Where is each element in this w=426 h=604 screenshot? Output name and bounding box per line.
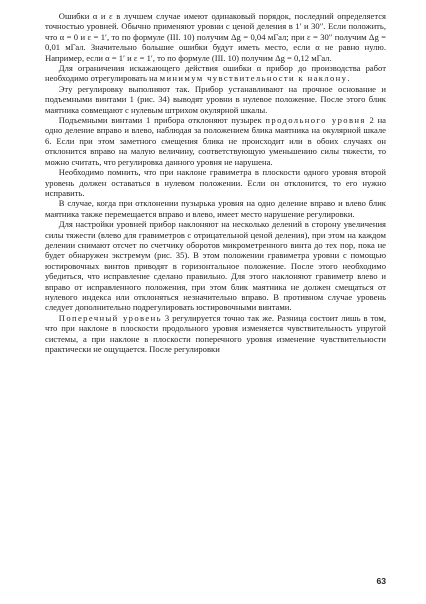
paragraph-2-text: Для ограничения искажающего действия ошибки α прибор до производства работ необходимо отрегулировать на [45,63,386,84]
paragraph-4-tail: 2 на одно деление вправо и влево, наблюдая за положением блика маятника на окулярной шкале 6. Если при этом заметного смещения блика не происходит или в обоих случаях он отклонится вправо на малую величину, соответствующую уменьшению силы тяжести, то можно считать, что регулировка данного уровня не нарушена. [45,115,386,167]
paragraph-6: В случае, когда при отклонении пузырька уровня на одно деление вправо и влево блик маятника также перемещается вправо и влево, имеет место нарушение регулировки. [45,198,386,219]
paragraph-2-tail: . [347,73,350,84]
paragraph-8-tail: 3 регулируется точно так же. Разница состоит лишь в том, что при наклоне в плоскости продольного уровня изменяется чувствительность упругой системы, а при наклоне в плоскости поперечного уровня изменение чувствительности практически не ощущается. После регулировки [45,312,386,354]
paragraph-4-spaced-term: продольного уровня [265,115,366,126]
paragraph-5: Необходимо помнить, что при наклоне гравиметра в плоскости одного уровня второй уровень должен оставаться в нулевом положении. Если он отклонится, то его нужно исправить. [45,167,386,198]
paragraph-8 [45,313,386,355]
paragraph-2-spaced-term: минимум чувствительности к наклону [159,73,348,84]
paragraph-4 [45,115,386,167]
paragraph-8-spaced-term: Поперечный уровень [58,312,162,323]
paragraph-4-text: Подъемными винтами 1 прибора отклоняют пузырек [58,115,266,126]
paragraph-2 [45,63,386,84]
paragraph-3: Эту регулировку выполняют так. Прибор устанавливают на прочное основание и подъемными винтами 1 (рис. 34) выводят уровни в нулевое положение. После этого блик маятника совмещают с нулевым штрихом окулярной шкалы. [45,83,386,115]
page-number: 63 [376,576,386,586]
paragraph-1: Ошибки α и ε в лучшем случае имеют одинаковый порядок, последний определяется точностью уровней. Обычно применяют уровни с ценой деления в 1′ и 30″. Если положить, что α = 0 и ε = 1′, то по формуле (III. 10) получим Δg = 0,04 мГал; при ε = 30″ получим Δg = 0,01 мГал. Значительно большие ошибки будут иметь место, если α не равно нулю. Например, если α = 1′ и ε = 1′, то по формуле (III. 10) получим Δg = 0,12 мГал. [45,11,386,63]
paragraph-7: Для настройки уровней прибор наклоняют на несколько делений в сторону увеличения силы тяжести (влево для гравиметров с отрицательной ценой деления), при этом на каждом делении снимают отсчет по счетчику оборотов микрометренного винта до тех пор, пока не будет обнаружен экстремум (рис. 35). В этом положении гравиметра уровни с помощью юстировочных винтов приводят в горизонтальное положение. После этого необходимо убедиться, что исправление сделано правильно. Для этого наклоняют гравиметр влево и вправо от исправленного положения, при этом блик маятника не должен смещаться от нулевого индекса или отклоняться незначительно вправо. В противном случае уровень следует дополнительно подрегулировать юстировочными винтами. [45,219,386,313]
